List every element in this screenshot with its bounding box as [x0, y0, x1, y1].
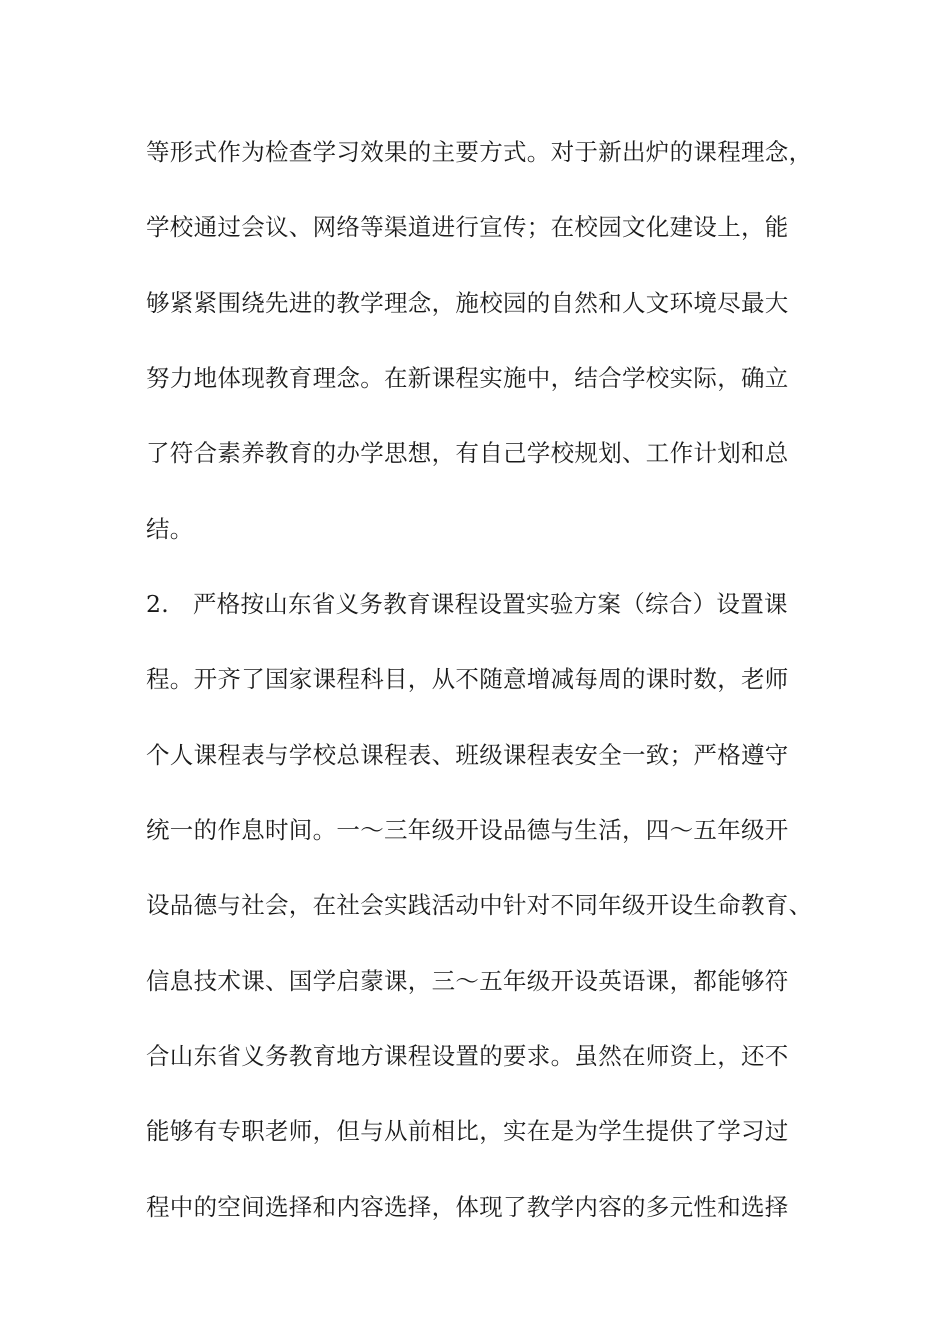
text-line: 程中的空间选择和内容选择，体现了教学内容的多元性和选择 — [146, 1193, 789, 1221]
text-line: 合山东省义务教育地方课程设置的要求。虽然在师资上，还不 — [146, 1042, 789, 1070]
text-line: 统一的作息时间。一～三年级开设品德与生活，四～五年级开 — [146, 816, 789, 844]
text-line: 结。 — [146, 515, 194, 543]
text-line: 个人课程表与学校总课程表、班级课程表安全一致；严格遵守 — [146, 741, 789, 769]
text-line: 设品德与社会，在社会实践活动中针对不同年级开设生命教育、 — [146, 891, 813, 919]
numbered-paragraph-start: 2. 严格按山东省义务教育课程设置实验方案（综合）设置课 — [146, 590, 788, 618]
text-line: 程。开齐了国家课程科目，从不随意增减每周的课时数，老师 — [146, 665, 789, 693]
text-line: 等形式作为检查学习效果的主要方式。对于新出炉的课程理念， — [146, 138, 813, 166]
text-line: 学校通过会议、网络等渠道进行宣传；在校园文化建设上，能 — [146, 213, 789, 241]
text-line: 努力地体现教育理念。在新课程实施中，结合学校实际，确立 — [146, 364, 789, 392]
text-line: 了符合素养教育的办学思想，有自己学校规划、工作计划和总 — [146, 439, 789, 467]
text-line: 够紧紧围绕先进的教学理念，施校园的自然和人文环境尽最大 — [146, 289, 789, 317]
text-line: 能够有专职老师，但与从前相比，实在是为学生提供了学习过 — [146, 1117, 789, 1145]
text-line: 信息技术课、国学启蒙课，三～五年级开设英语课，都能够符 — [146, 967, 789, 995]
